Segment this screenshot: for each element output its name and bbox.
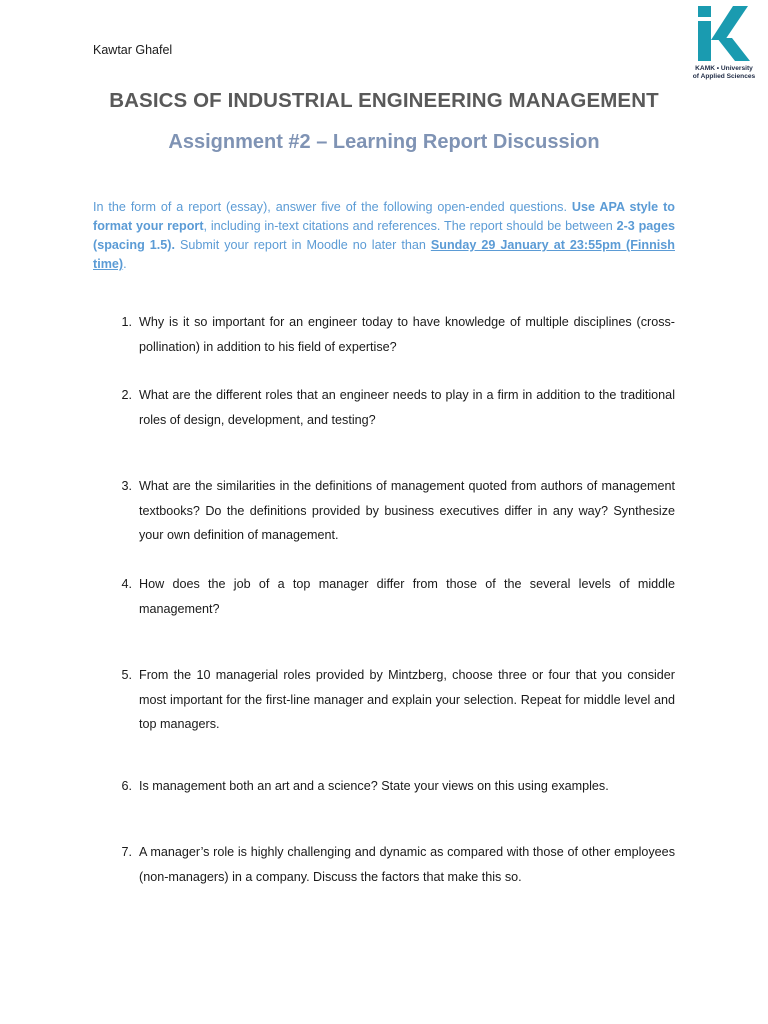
intro-text-3: Submit your report in Moodle no later than: [175, 238, 431, 252]
intro-text-2: , including in-text citations and references. The report should be between: [203, 219, 617, 233]
question-number: 1.: [121, 315, 132, 329]
author-name: Kawtar Ghafel: [93, 43, 173, 57]
assignment-subtitle: Assignment #2 – Learning Report Discussion: [168, 131, 600, 153]
logo-text-line1: KAMK • University: [695, 65, 753, 72]
intro-text-1: In the form of a report (essay), answer five of the following open-ended questions.: [93, 200, 572, 214]
question-text: A manager’s role is highly challenging and dynamic as compared with those of other employees (non-managers) in a company. Discuss the factors that make this so.: [139, 845, 675, 884]
question-item: [110, 310, 675, 359]
question-item: [110, 663, 675, 737]
question-item: [110, 840, 675, 889]
question-text: What are the similarities in the definitions of management quoted from authors of management textbooks? Do the definitions provided by business executives differ in any way? Synthesize your own definition of management.: [139, 479, 675, 542]
question-text: What are the different roles that an engineer needs to play in a firm in addition to the traditional roles of design, development, and testing?: [139, 388, 675, 427]
submission-deadline: Sunday 29 January at 23:55pm (Finnish time): [93, 238, 675, 271]
question-number: 2.: [121, 388, 132, 402]
intro-paragraph: [93, 198, 675, 274]
question-item: [110, 474, 675, 548]
logo-text-line2: of Applied Sciences: [692, 73, 756, 80]
question-item: [110, 383, 675, 432]
question-text: From the 10 managerial roles provided by Mintzberg, choose three or four that you consider most important for the first-line manager and explain your selection. Repeat for middle level and top managers.: [139, 668, 675, 731]
kamk-logo: [688, 2, 760, 82]
question-number: 6.: [121, 779, 132, 793]
page-length-instruction: 2-3 pages (spacing 1.5).: [93, 219, 675, 252]
question-number: 7.: [121, 845, 132, 859]
question-number: 3.: [121, 479, 132, 493]
intro-text-4: .: [123, 257, 127, 271]
question-text: How does the job of a top manager differ from those of the several levels of middle management?: [139, 577, 675, 616]
question-number: 4.: [121, 577, 132, 591]
question-number: 5.: [121, 668, 132, 682]
document-title: BASICS OF INDUSTRIAL ENGINEERING MANAGEMENT: [109, 89, 659, 112]
kamk-k-logo-icon: [688, 2, 760, 64]
question-text: Is management both an art and a science? State your views on this using examples.: [139, 779, 609, 793]
question-text: Why is it so important for an engineer today to have knowledge of multiple disciplines (cross-pollination) in addition to his field of expertise?: [139, 315, 675, 354]
apa-instruction: Use APA style to format your report: [93, 200, 675, 233]
question-item: [110, 572, 675, 621]
question-item: [110, 774, 675, 799]
